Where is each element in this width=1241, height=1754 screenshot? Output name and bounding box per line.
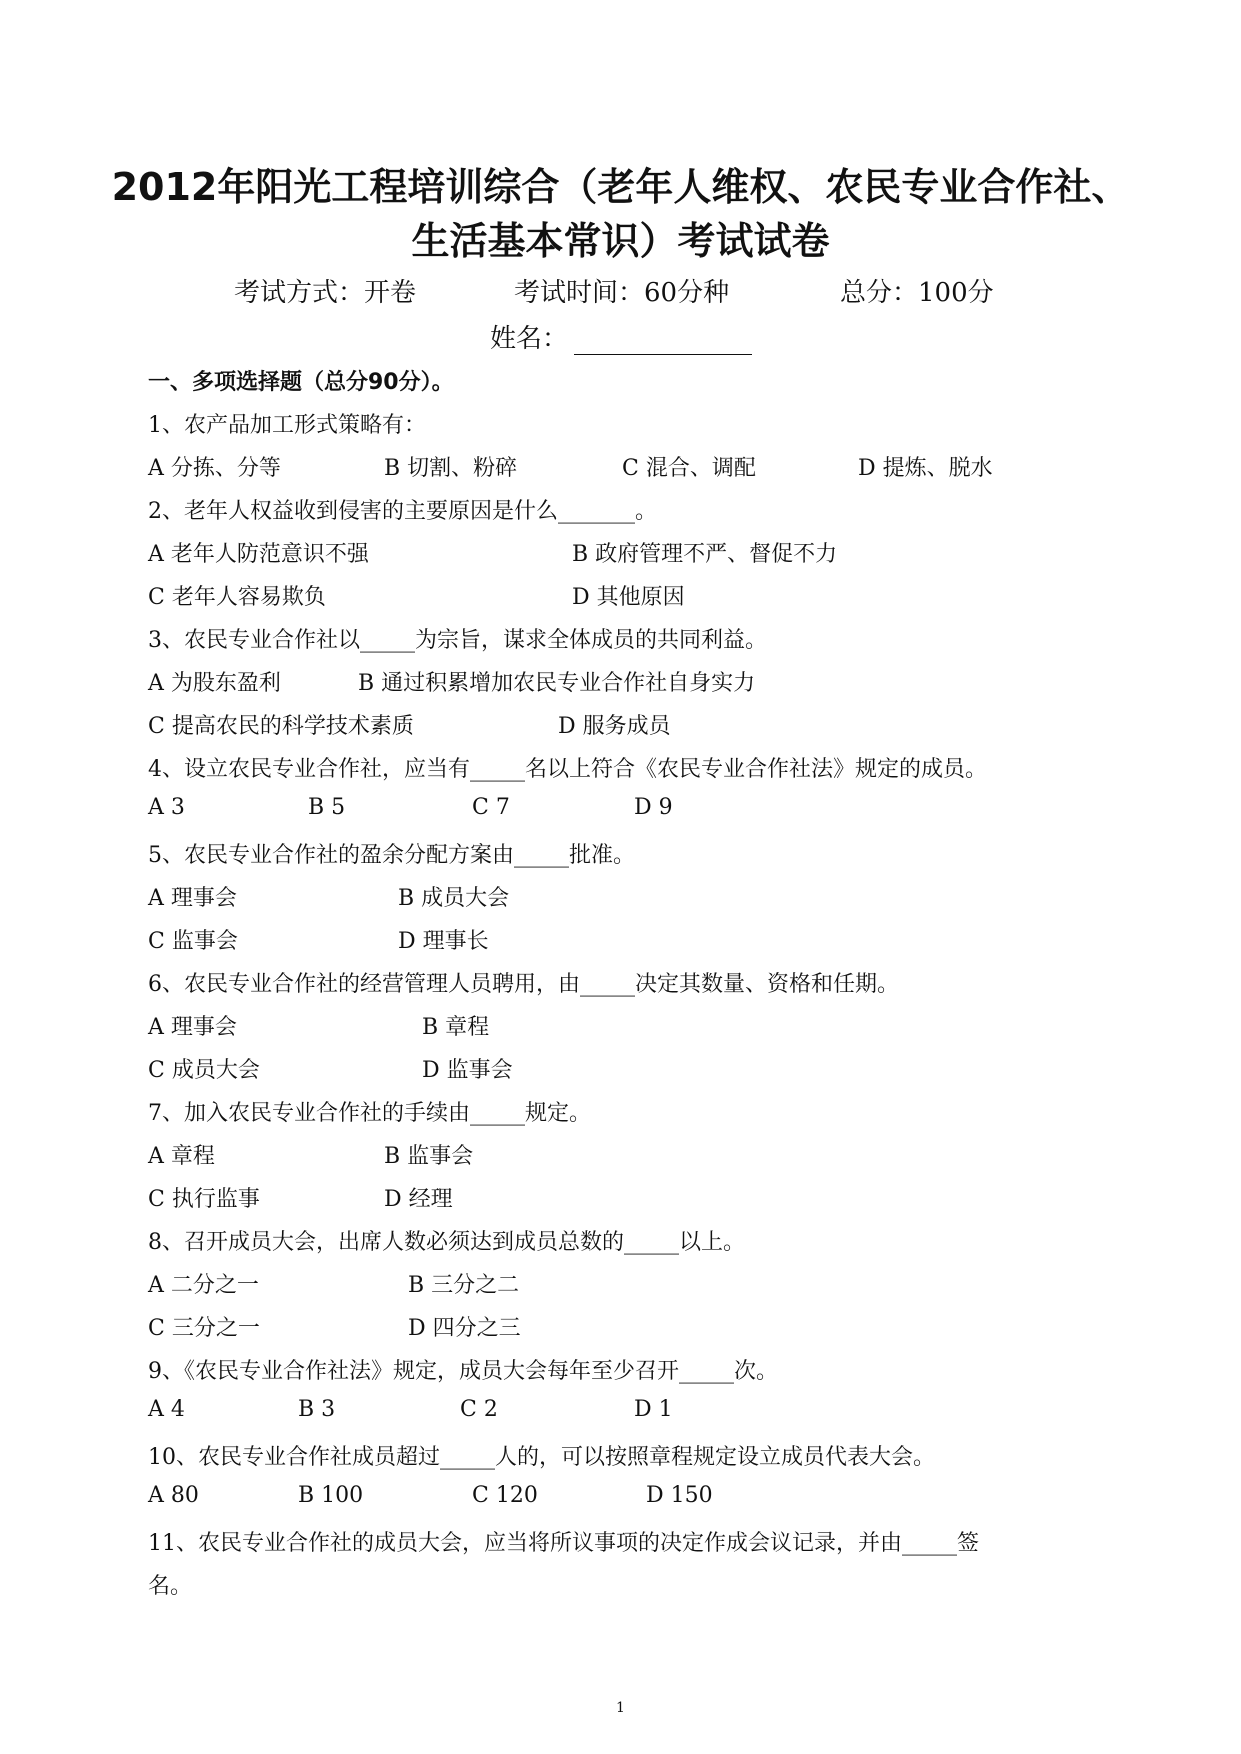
q5-option-b[interactable]: B 成员大会 — [398, 886, 510, 911]
q6-option-d[interactable]: D 监事会 — [422, 1058, 513, 1083]
exam-title-line1: 2012年阳光工程培训综合（老年人维权、农民专业合作社、 — [111, 165, 1130, 209]
q10-option-a[interactable]: A 80 — [148, 1483, 199, 1508]
q7-option-a[interactable]: A 章程 — [148, 1144, 215, 1169]
question-1: 1、农产品加工形式策略有： — [148, 413, 426, 438]
q4-option-c[interactable]: C 7 — [472, 795, 510, 820]
q6-option-c[interactable]: C 成员大会 — [148, 1058, 260, 1083]
q4-option-b[interactable]: B 5 — [308, 795, 346, 820]
q5-option-a[interactable]: A 理事会 — [148, 886, 237, 911]
q9-option-b[interactable]: B 3 — [298, 1397, 336, 1422]
q5-option-d[interactable]: D 理事长 — [398, 929, 489, 954]
q8-option-b[interactable]: B 三分之二 — [408, 1273, 520, 1298]
question-9: 9、《农民专业合作社法》规定，成员大会每年至少召开_____次。 — [148, 1359, 778, 1384]
q1-option-a[interactable]: A 分拣、分等 — [148, 456, 281, 481]
question-5: 5、农民专业合作社的盈余分配方案由_____批准。 — [148, 843, 635, 868]
exam-total-score: 总分：100分 — [840, 278, 994, 308]
question-3: 3、农民专业合作社以_____为宗旨，谋求全体成员的共同利益。 — [148, 628, 767, 653]
question-2: 2、老年人权益收到侵害的主要原因是什么_______。 — [148, 499, 657, 524]
q10-option-d[interactable]: D 150 — [646, 1483, 713, 1508]
q5-option-c[interactable]: C 监事会 — [148, 929, 238, 954]
exam-time: 考试时间：60分种 — [514, 278, 730, 308]
q4-option-a[interactable]: A 3 — [148, 795, 185, 820]
q3-option-d[interactable]: D 服务成员 — [558, 714, 671, 739]
q1-option-b[interactable]: B 切割、粉碎 — [384, 456, 518, 481]
question-7: 7、加入农民专业合作社的手续由_____规定。 — [148, 1101, 591, 1126]
page-number: 1 — [616, 1700, 625, 1716]
section-title: 一、多项选择题（总分90分）。 — [148, 370, 454, 395]
q7-option-d[interactable]: D 经理 — [384, 1187, 453, 1212]
question-10: 10、农民专业合作社成员超过_____人的，可以按照章程规定设立成员代表大会。 — [148, 1445, 935, 1470]
q4-option-d[interactable]: D 9 — [634, 795, 673, 820]
q10-option-b[interactable]: B 100 — [298, 1483, 364, 1508]
q3-option-c[interactable]: C 提高农民的科学技术素质 — [148, 714, 414, 739]
question-4: 4、设立农民专业合作社，应当有_____名以上符合《农民专业合作社法》规定的成员。 — [148, 757, 987, 782]
q7-option-b[interactable]: B 监事会 — [384, 1144, 474, 1169]
q6-option-b[interactable]: B 章程 — [422, 1015, 490, 1040]
q8-option-d[interactable]: D 四分之三 — [408, 1316, 521, 1341]
q3-option-a[interactable]: A 为股东盈利 — [148, 671, 281, 696]
q3-option-b[interactable]: B 通过积累增加农民专业合作社自身实力 — [358, 671, 756, 696]
question-8: 8、召开成员大会，出席人数必须达到成员总数的_____以上。 — [148, 1230, 745, 1255]
q7-option-c[interactable]: C 执行监事 — [148, 1187, 260, 1212]
q8-option-c[interactable]: C 三分之一 — [148, 1316, 260, 1341]
question-6: 6、农民专业合作社的经营管理人员聘用，由_____决定其数量、资格和任期。 — [148, 972, 899, 997]
q6-option-a[interactable]: A 理事会 — [148, 1015, 237, 1040]
q1-option-d[interactable]: D 提炼、脱水 — [858, 456, 993, 481]
q9-option-d[interactable]: D 1 — [634, 1397, 673, 1422]
name-label: 姓名： — [490, 324, 569, 354]
name-field — [490, 318, 752, 355]
exam-mode: 考试方式：开卷 — [234, 278, 417, 308]
q2-option-a[interactable]: A 老年人防范意识不强 — [148, 542, 369, 567]
q8-option-a[interactable]: A 二分之一 — [148, 1273, 259, 1298]
q9-option-a[interactable]: A 4 — [148, 1397, 185, 1422]
q2-option-d[interactable]: D 其他原因 — [572, 585, 685, 610]
exam-title-line2: 生活基本常识）考试试卷 — [411, 219, 830, 263]
question-11-continuation: 名。 — [148, 1574, 193, 1599]
name-blank[interactable] — [574, 330, 752, 355]
q2-option-c[interactable]: C 老年人容易欺负 — [148, 585, 326, 610]
q9-option-c[interactable]: C 2 — [460, 1397, 498, 1422]
question-11: 11、农民专业合作社的成员大会，应当将所议事项的决定作成会议记录，并由_____签 — [148, 1531, 979, 1556]
q10-option-c[interactable]: C 120 — [472, 1483, 538, 1508]
q2-option-b[interactable]: B 政府管理不严、督促不力 — [572, 542, 838, 567]
q1-option-c[interactable]: C 混合、调配 — [622, 456, 756, 481]
